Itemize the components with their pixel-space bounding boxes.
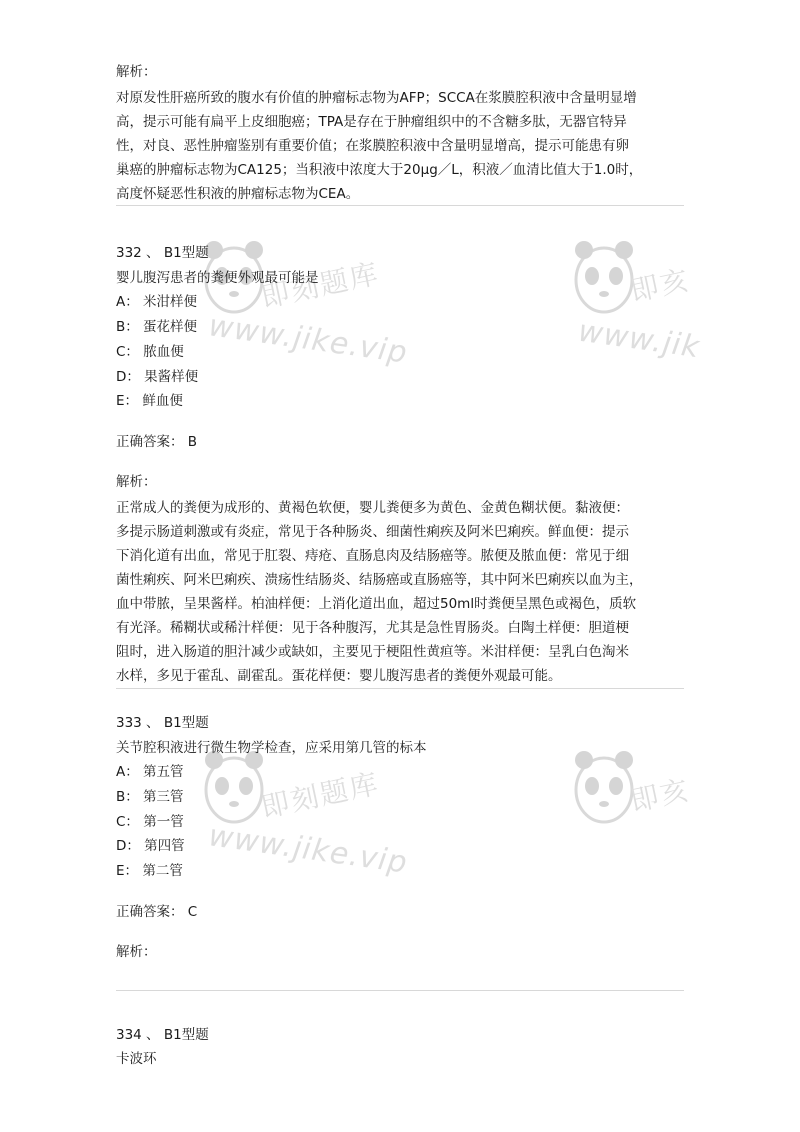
q332-header: 332 、 B1型题 <box>116 245 209 261</box>
q333-analysis-label: 解析： <box>116 944 157 960</box>
q333-stem: 关节腔积液进行微生物学检查，应采用第几管的标本 <box>116 740 427 756</box>
q332-stem: 婴儿腹泻患者的粪便外观最可能是 <box>116 270 319 286</box>
q334-header: 334 、 B1型题 <box>116 1027 209 1043</box>
divider <box>116 205 684 206</box>
q331-analysis-line: 巢癌的肿瘤标志物为CA125；当积液中浓度大于20μg／L，积液／血清比值大于1.0时， <box>116 162 643 178</box>
divider <box>116 688 684 689</box>
panda-icon <box>570 236 640 326</box>
q333-option-d: D： 第四管 <box>116 838 185 854</box>
q332-analysis-line: 多提示肠道刺激或有炎症，常见于各种肠炎、细菌性痢疾及阿米巴痢疾。鲜血便：提示 <box>116 524 629 540</box>
q333-option-c: C： 第一管 <box>116 814 184 830</box>
watermark-right-1 <box>570 232 703 382</box>
watermark-brand: 即刻题库 <box>258 256 383 315</box>
watermark-brand: 即刻题库 <box>258 766 383 825</box>
q331-analysis-line: 高，提示可能有扁平上皮细胞癌；TPA是存在于肿瘤组织中的不含糖多肽，无器官特异 <box>116 114 627 130</box>
q332-analysis-line: 阻时，进入肠道的胆汁减少或缺如，主要见于梗阻性黄疸等。米泔样便：呈乳白色淘米 <box>116 644 629 660</box>
panda-icon <box>200 746 270 836</box>
watermark-brand-partial: 即亥 <box>627 263 694 308</box>
q333-header: 333 、 B1型题 <box>116 715 209 731</box>
q332-analysis-text <box>116 496 686 688</box>
q333-option-e: E： 第二管 <box>116 863 183 879</box>
watermark-url: www.jike.vip <box>206 308 410 371</box>
watermark-left-1 <box>200 232 440 382</box>
q333-option-b: B： 第三管 <box>116 789 184 805</box>
q331-analysis-label: 解析： <box>116 64 157 80</box>
q333-option-a: A： 第五管 <box>116 764 184 780</box>
q331-analysis-line: 性，对良、恶性肿瘤鉴别有重要价值；在浆膜腔积液中含量明显增高，提示可能患有卵 <box>116 138 629 154</box>
watermark-url: www.jike.vip <box>206 818 410 881</box>
watermark-right-2 <box>570 742 694 892</box>
q332-analysis-line: 有光泽。稀糊状或稀汁样便：见于各种腹泻，尤其是急性胃肠炎。白陶土样便：胆道梗 <box>116 620 629 636</box>
q331-analysis-line: 高度怀疑恶性积液的肿瘤标志物为CEA。 <box>116 186 360 202</box>
divider <box>116 990 684 991</box>
watermark-brand-partial: 即亥 <box>627 773 694 818</box>
q332-option-c: C： 脓血便 <box>116 344 184 360</box>
q332-option-e: E： 鲜血便 <box>116 393 183 409</box>
q334-stem: 卡波环 <box>116 1051 157 1067</box>
q331-analysis-line: 对原发性肝癌所致的腹水有价值的肿瘤标志物为AFP；SCCA在浆膜腔积液中含量明显增 <box>116 90 637 106</box>
q332-analysis-line: 水样，多见于霍乱、副霍乱。蛋花样便：婴儿腹泻患者的粪便外观最可能。 <box>116 668 562 684</box>
q333-answer: 正确答案： C <box>116 904 198 920</box>
q332-option-b: B： 蛋花样便 <box>116 319 198 335</box>
q332-option-a: A： 米泔样便 <box>116 294 198 310</box>
watermark-left-2 <box>200 742 440 892</box>
q332-analysis-line: 菌性痢疾、阿米巴痢疾、溃疡性结肠炎、结肠癌或直肠癌等，其中阿米巴痢疾以血为主， <box>116 572 643 588</box>
q332-option-d: D： 果酱样便 <box>116 369 199 385</box>
panda-icon <box>570 746 640 836</box>
watermark-url-partial: www.jik <box>576 313 703 366</box>
q332-analysis-label: 解析： <box>116 474 157 490</box>
q331-analysis-text <box>116 86 686 206</box>
q332-analysis-line: 正常成人的粪便为成形的、黄褐色软便，婴儿粪便多为黄色、金黄色糊状便。黏液便： <box>116 500 629 516</box>
q332-analysis-line: 下消化道有出血，常见于肛裂、痔疮、直肠息肉及结肠癌等。脓便及脓血便：常见于细 <box>116 548 629 564</box>
q332-analysis-line: 血中带脓，呈果酱样。柏油样便：上消化道出血，超过50ml时粪便呈黑色或褐色，质软 <box>116 596 637 612</box>
q332-answer: 正确答案： B <box>116 434 198 450</box>
